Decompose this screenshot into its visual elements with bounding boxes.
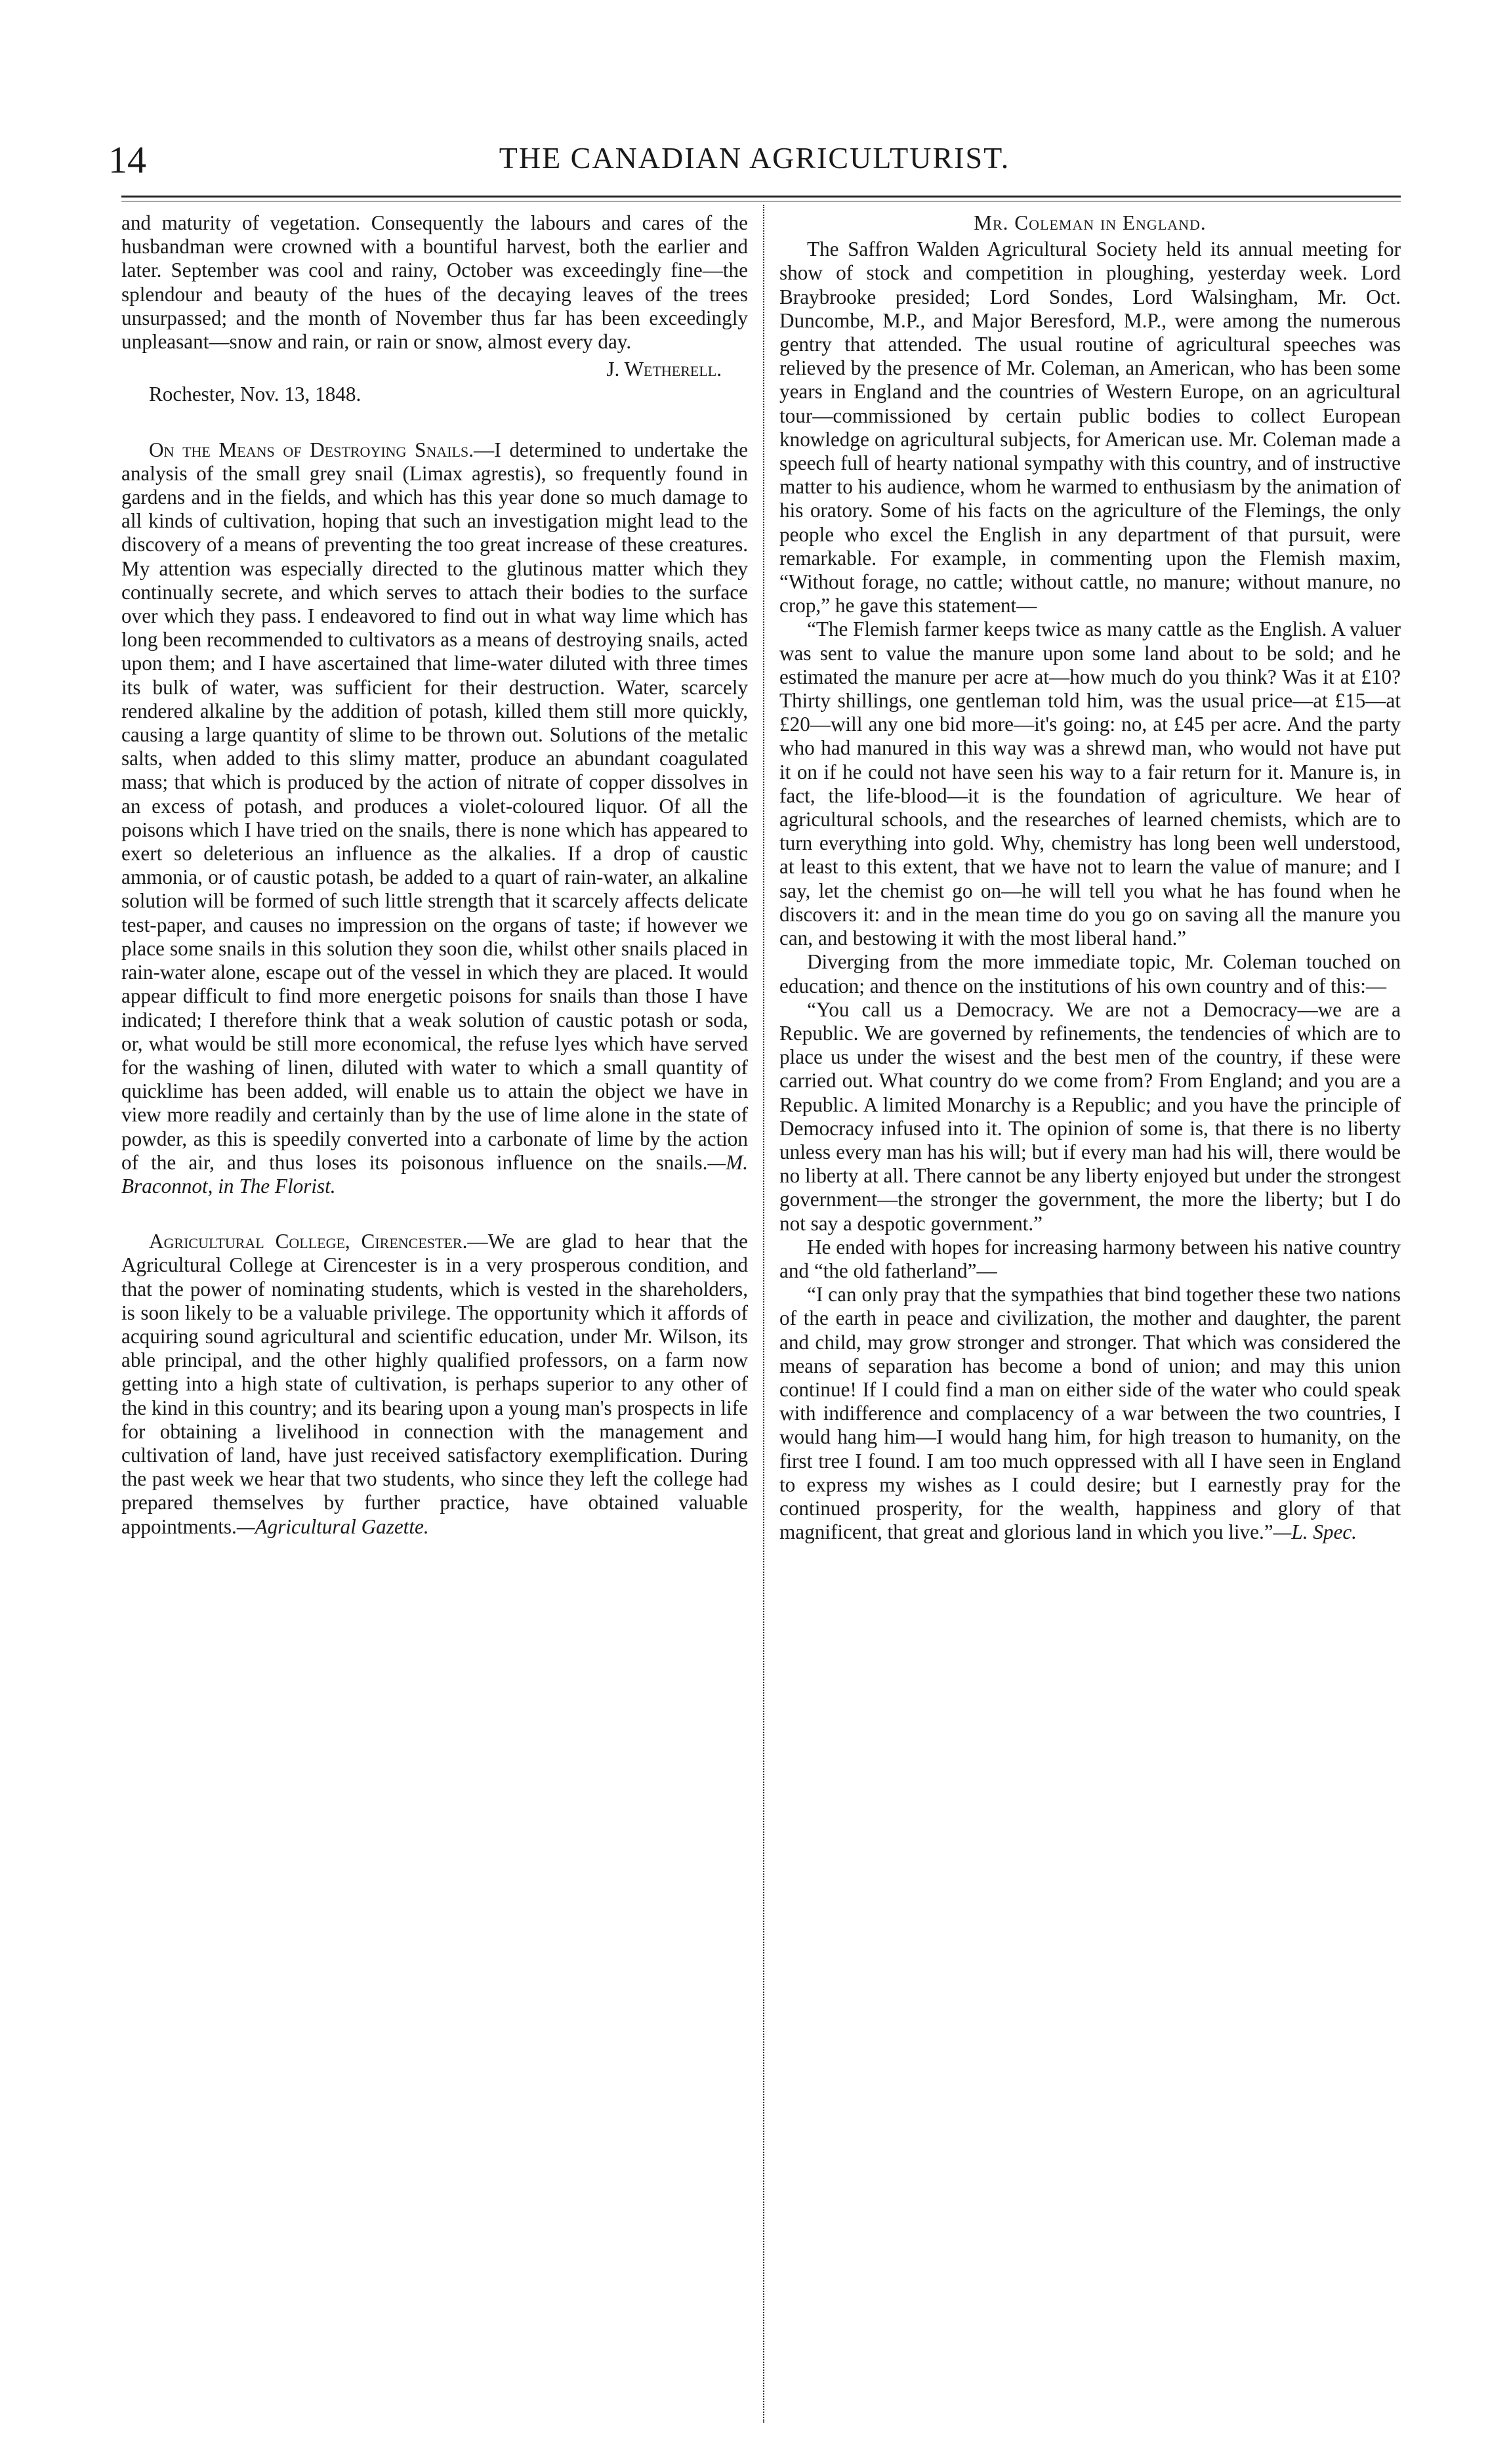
coleman-paragraph-text: “I can only pray that the sympathies that bind together these two nations of the earth in peace and civilization, the mother and daughter, the parent and child, may grow stronger and stronger. That which was considered the means of separation has become a bond of union; and may this union continue! If I could find a man on either side of the water who could speak with indifference and complacency of a war between the two countries, I would hang him—I would hang him, for high treason to humanity, on the first tree I found. I am too much oppressed with all I have seen in England to express my wishes as I could desire; but I earnestly pray for the continued prosperity, for the wealth, happiness and glory of that magnificent, that great and glorious land in which you live.” bbox=[779, 1283, 1401, 1544]
coleman-paragraph: The Saffron Walden Agricultural Society held its annual meeting for show of stock and competition in ploughing, yesterday week. Lord Braybrooke presided; Lord Sondes, Lord Walsingham, Mr. Oct. Duncombe, M.P., and Major Beresford, M.P., were among the numerous gentry that attended. The usual routine of agricultural speeches was relieved by the presence of Mr. Coleman, an American, who has been some years in England and the countries of Western Europe, on an agricultural tour—commissioned by certain public bodies to collect European knowledge on agricultural subjects, for American use. Mr. Coleman made a speech full of hearty national sympathy with this country, and of instructive matter to his audience, whom he warmed to enthusiasm by the animation of his oratory. Some of his facts on the agriculture of the Flemings, the only people who excel the English in any department of that pursuit, were remarkable. For example, in commenting upon the Flemish maxim, “Without forage, no cattle; without cattle, no manure; without manure, no crop,” he gave this statement— bbox=[779, 238, 1401, 617]
snails-article bbox=[121, 438, 748, 1199]
right-column bbox=[779, 211, 1401, 1544]
left-column bbox=[121, 211, 748, 1539]
college-article-attribution: —Agricultural Gazette. bbox=[236, 1514, 429, 1538]
college-article bbox=[121, 1230, 748, 1539]
snails-article-attribution: —M. Braconnot, in The Florist. bbox=[121, 1150, 748, 1198]
wetherell-dateline: Rochester, Nov. 13, 1848. bbox=[149, 383, 362, 406]
column-divider bbox=[763, 205, 764, 2423]
college-article-body: —We are glad to hear that the Agricultural College at Cirencester is in a very prosperous condition, and that the power of nominating students, which is vested in the shareholders, is soon likely to be a valuable privilege. The opportunity which it affords of acquiring sound agricultural and scientific education, under Mr. Wilson, its able principal, and the other highly qualified professors, on a farm now getting into a high state of cultivation, is perhaps superior to any other of the kind in this country; and its bearing upon a young man's prospects in life for obtaining a livelihood in connection with the management and cultivation of land, have just received satisfactory exemplification. During the past week we hear that two students, who since they left the college had prepared themselves by further practice, have obtained valuable appointments. bbox=[121, 1230, 748, 1538]
snails-article-body: —I determined to undertake the analysis of the small grey snail (Limax agrestis), so frequently found in gardens and in the fields, and which has this year done so much damage to all kinds of cultivation, hoping that such an investigation might lead to the discovery of a means of preventing the too great increase of these creatures. My attention was especially directed to the glutinous matter which they continually secrete, and which serves to attach their bodies to the surface over which they pass. I endeavored to find out in what way lime which has long been recommended to cultivators as a means of destroying snails, acted upon them; and I have ascertained that lime-water diluted with three times its bulk of water, was sufficient for their destruction. Water, scarcely rendered alkaline by the addition of potash, killed them still more quickly, causing a large quantity of slime to be thrown out. Solutions of the metalic salts, when added to this slimy matter, produce an abundant coagulated mass; that which is produced by the action of nitrate of copper dissolves in an excess of potash, and produces a violet-coloured liquor. Of all the poisons which I have tried on the snails, there is none which has appeared to exert so deleterious an influence as the alkalies. If a drop of caustic ammonia, or of caustic potash, be added to a quart of rain-water, an alkaline solution will be formed of such little strength that it scarcely affects delicate test-paper, and causes no impression on the organs of taste; if however we place some snails in this solution they soon die, whilst other snails placed in rain-water alone, escape out of the vessel in which they are placed. It would appear difficult to find more energetic poisons for snails than those I have indicated; I therefore think that a weak solution of caustic potash or soda, or, what would be still more economical, the refuse lyes which have served for the washing of linen, diluted with water to which a small quantity of quicklime has been added, will enable us to attain the object we have in view more readily and certainly than by the use of lime alone in the state of powder, as this is speedily converted into a carbonate of lime by the action of the air, and thus loses its poisonous influence on the snails. bbox=[121, 438, 748, 1174]
page-number: 14 bbox=[108, 138, 146, 181]
coleman-paragraph-final bbox=[779, 1283, 1401, 1544]
wetherell-signature: J. Wetherell. bbox=[606, 358, 722, 381]
article-spacer bbox=[121, 407, 748, 438]
coleman-paragraph: Diverging from the more immediate topic, Mr. Coleman touched on education; and thence on the institutions of his own country and of this:— bbox=[779, 950, 1401, 997]
wetherell-letter-text: and maturity of vegetation. Consequently the labours and cares of the husbandman were crowned with a bountiful harvest, both the earlier and later. September was cool and rainy, October was exceedingly fine—the splendour and beauty of the hues of the decaying leaves of the trees unsurpassed; and the month of November thus far has been exceedingly unpleasant—snow and rain, or rain or snow, almost every day. bbox=[121, 211, 748, 354]
coleman-attribution: —L. Spec. bbox=[1273, 1520, 1357, 1544]
article-spacer bbox=[121, 1198, 748, 1230]
coleman-paragraph: “You call us a Democracy. We are not a Democracy—we are a Republic. We are governed by refinements, the tendencies of which are to place us under the wisest and the best men of the country, if these were carried out. What country do we come from? From England; and you are a Republic. A limited Monarchy is a Republic; and you have the principle of Democracy infused into it. The opinion of some is, that there is no liberty unless every man has his will; but if every man had his will, there would be no liberty at all. There cannot be any liberty enjoyed but under the strongest government—the stronger the government, the more the liberty; but I do not say a despotic government.” bbox=[779, 997, 1401, 1235]
page-header bbox=[108, 138, 1401, 181]
running-title: THE CANADIAN AGRICULTURIST. bbox=[499, 141, 1010, 175]
snails-article-lead: On the Means of Destroying Snails. bbox=[149, 438, 474, 461]
coleman-paragraph: He ended with hopes for increasing harmony between his native country and “the old fatherland”— bbox=[779, 1235, 1401, 1282]
college-article-lead: Agricultural College, Cirencester. bbox=[149, 1230, 468, 1253]
coleman-article-heading: Mr. Coleman in England. bbox=[974, 211, 1207, 234]
coleman-paragraph: “The Flemish farmer keeps twice as many cattle as the English. A valuer was sent to value the manure upon some land about to be sold; and he estimated the manure per acre at—how much do you think? Was it at £10? Thirty shillings, one gentleman told him, was the usual price—at £15—at £20—will any one bid more—it's going: no, at £45 per acre. And the party who had manured in this way was a shrewd man, who would not have put it on if he could not have seen his way to a fair return for it. Manure is, in fact, the life-blood—it is the foundation of agriculture. We hear of agricultural schools, and the researches of learned chemists, which are to turn everything into gold. Why, chemistry has long been well understood, at least to this extent, that we have not to learn the value of manure; and I say, let the chemist go on—he will tell you what he has found when he discovers it: and in the mean time do you go on saving all the manure you can, and bestowing it with the most liberal hand.” bbox=[779, 617, 1401, 950]
header-rule bbox=[121, 196, 1401, 201]
